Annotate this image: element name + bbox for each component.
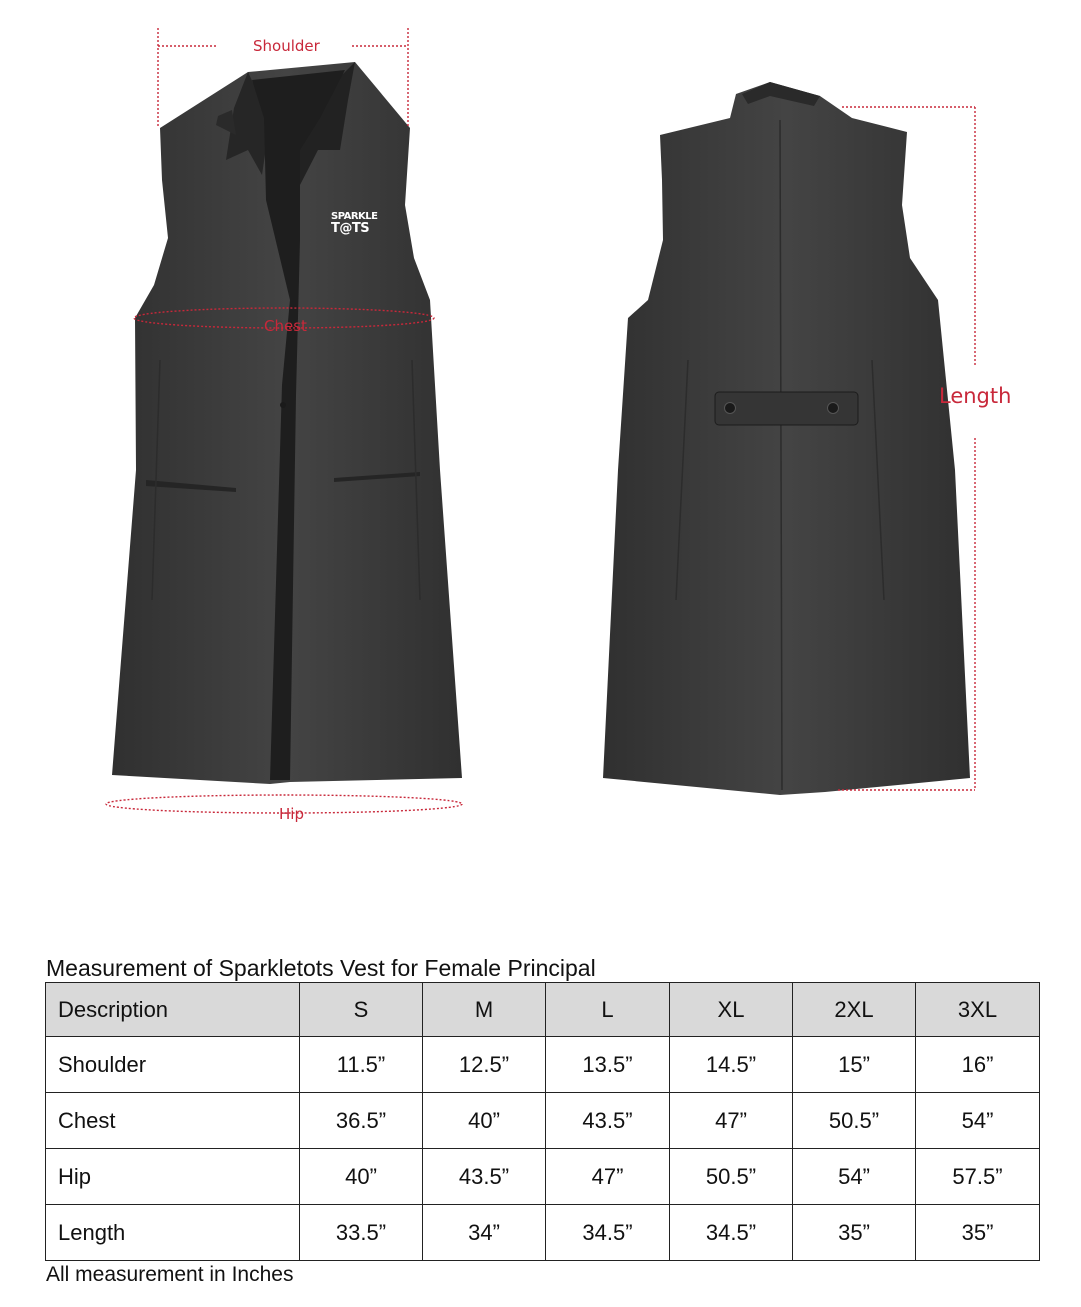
header-size-m: M: [423, 983, 546, 1037]
logo-line-2: T@TS: [331, 221, 370, 236]
table-cell: 36.5”: [300, 1093, 423, 1149]
units-footnote: All measurement in Inches: [46, 1263, 294, 1286]
table-cell: 54”: [916, 1093, 1040, 1149]
row-label: Shoulder: [46, 1037, 300, 1093]
hip-label: Hip: [279, 805, 304, 823]
table-cell: 33.5”: [300, 1205, 423, 1261]
table-cell: 34.5”: [546, 1205, 670, 1261]
table-cell: 43.5”: [546, 1093, 670, 1149]
table-cell: 13.5”: [546, 1037, 670, 1093]
row-label: Chest: [46, 1093, 300, 1149]
front-vest: [112, 62, 462, 784]
chest-label: Chest: [264, 317, 307, 335]
table-cell: 50.5”: [670, 1149, 793, 1205]
row-label: Length: [46, 1205, 300, 1261]
table-cell: 35”: [916, 1205, 1040, 1261]
table-cell: 14.5”: [670, 1037, 793, 1093]
brand-logo: [331, 212, 378, 235]
row-label: Hip: [46, 1149, 300, 1205]
table-cell: 47”: [670, 1093, 793, 1149]
table-cell: 50.5”: [793, 1093, 916, 1149]
table-cell: 40”: [423, 1093, 546, 1149]
table-row-shoulder: [46, 1037, 1040, 1093]
table-row-length: [46, 1205, 1040, 1261]
table-cell: 47”: [546, 1149, 670, 1205]
table-row-chest: [46, 1093, 1040, 1149]
table-cell: 40”: [300, 1149, 423, 1205]
table-cell: 54”: [793, 1149, 916, 1205]
table-row-hip: [46, 1149, 1040, 1205]
table-title: Measurement of Sparkletots Vest for Female Principal: [46, 955, 596, 981]
size-chart-table: [45, 982, 1040, 1261]
table-cell: 35”: [793, 1205, 916, 1261]
table-cell: 11.5”: [300, 1037, 423, 1093]
table-cell: 57.5”: [916, 1149, 1040, 1205]
header-size-xl: XL: [670, 983, 793, 1037]
header-size-s: S: [300, 983, 423, 1037]
header-size-2xl: 2XL: [793, 983, 916, 1037]
back-vest: [603, 82, 970, 795]
table-cell: 34.5”: [670, 1205, 793, 1261]
logo-line-1: SPARKLE: [331, 211, 378, 222]
shoulder-label: Shoulder: [253, 37, 320, 55]
header-size-l: L: [546, 983, 670, 1037]
table-cell: 12.5”: [423, 1037, 546, 1093]
header-size-3xl: 3XL: [916, 983, 1040, 1037]
table-header-row: [46, 983, 1040, 1037]
table-cell: 43.5”: [423, 1149, 546, 1205]
table-cell: 16”: [916, 1037, 1040, 1093]
table-cell: 15”: [793, 1037, 916, 1093]
header-description: Description: [46, 983, 300, 1037]
length-label: Length: [939, 384, 1012, 408]
table-cell: 34”: [423, 1205, 546, 1261]
